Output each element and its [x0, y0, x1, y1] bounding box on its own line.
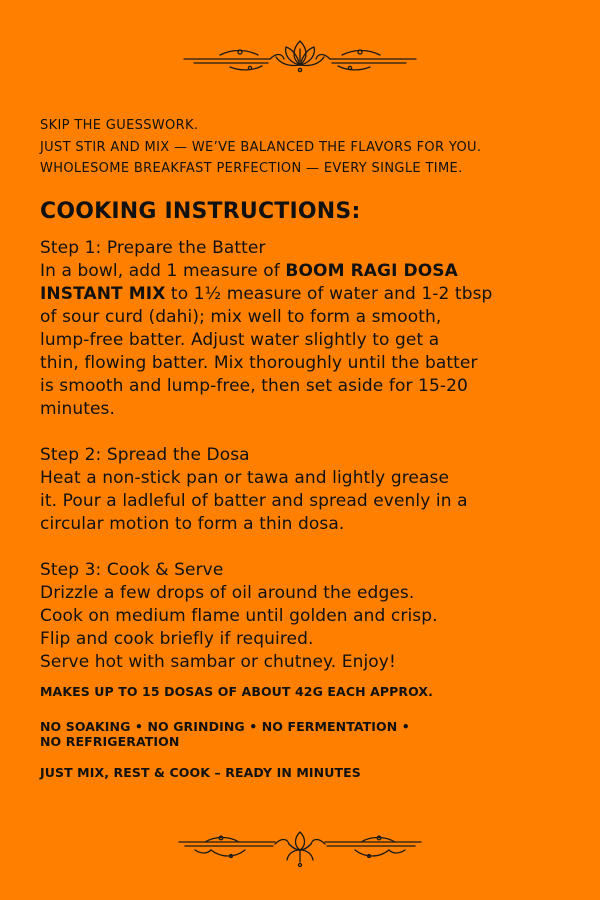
step-line: it. Pour a ladleful of batter and spread evenly in a	[40, 491, 468, 511]
step-1	[40, 237, 570, 421]
yield-note: MAKES UP TO 15 DOSAS OF ABOUT 42G EACH APPROX.	[40, 684, 434, 699]
step-body	[40, 467, 570, 536]
product-name: BOOM RAGI DOSA	[285, 261, 458, 281]
features-line: NO SOAKING • NO GRINDING • NO FERMENTATION •	[40, 719, 410, 734]
step-line: Serve hot with sambar or chutney. Enjoy!	[40, 652, 396, 672]
step-text: to 1½ measure of water and 1-2 tbsp	[165, 284, 493, 304]
step-line: Heat a non-stick pan or tawa and lightly grease	[40, 468, 450, 488]
step-body	[40, 260, 570, 421]
step-text: In a bowl, add 1 measure of	[40, 261, 286, 281]
intro-line: SKIP THE GUESSWORK.	[40, 118, 199, 133]
tagline-note: JUST MIX, REST & COOK – READY IN MINUTES	[40, 765, 361, 780]
step-line: thin, flowing batter. Mix thoroughly until the batter	[40, 353, 478, 373]
step-body	[40, 582, 570, 674]
features-note	[40, 719, 410, 749]
step-line: Drizzle a few drops of oil around the edges.	[40, 583, 415, 603]
instruction-steps	[40, 237, 570, 697]
intro-text	[40, 115, 570, 180]
step-title: Step 1: Prepare the Batter	[40, 238, 266, 258]
product-name: INSTANT MIX	[40, 284, 166, 304]
step-title: Step 3: Cook & Serve	[40, 560, 224, 580]
step-line	[40, 283, 570, 306]
intro-line: WHOLESOME BREAKFAST PERFECTION — EVERY SINGLE TIME.	[40, 161, 463, 176]
intro-line: JUST STIR AND MIX — WE’VE BALANCED THE FLAVORS FOR YOU.	[40, 139, 482, 155]
step-line: Cook on medium flame until golden and crisp.	[40, 606, 438, 626]
step-line: is smooth and lump-free, then set aside for 15-20	[40, 376, 468, 396]
step-line: circular motion to form a thin dosa.	[40, 514, 345, 534]
step-line: Flip and cook briefly if required.	[40, 629, 314, 649]
step-2	[40, 444, 570, 536]
lotus-ornament-icon	[0, 35, 600, 75]
step-title: Step 2: Spread the Dosa	[40, 445, 250, 465]
page-title: COOKING INSTRUCTIONS:	[40, 199, 361, 224]
flourish-ornament-icon	[0, 828, 600, 868]
step-3	[40, 559, 570, 674]
step-line: of sour curd (dahi); mix well to form a smooth,	[40, 307, 442, 327]
step-line: lump-free batter. Adjust water slightly to get a	[40, 330, 440, 350]
step-line: minutes.	[40, 399, 116, 419]
step-line	[40, 260, 570, 283]
features-line: NO REFRIGERATION	[40, 734, 180, 749]
